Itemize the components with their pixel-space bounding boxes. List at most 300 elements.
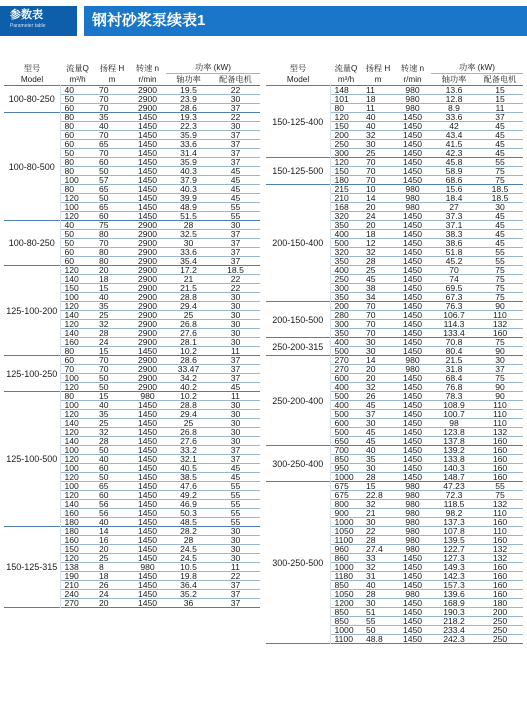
table-row (266, 482, 523, 491)
shaft-power-cell: 10.2 (180, 346, 197, 356)
head-cell: 28 (366, 535, 376, 545)
motor-cell: 132 (492, 427, 508, 437)
flow-cell: 120 (64, 211, 79, 221)
speed-cell: 1450 (402, 553, 423, 563)
head-cell: 70 (366, 310, 376, 320)
head-cell: 28 (99, 328, 109, 338)
head-cell: 18 (99, 274, 109, 284)
head-cell: 70 (99, 238, 109, 248)
motor-cell: 30 (230, 427, 241, 437)
flow-cell: 120 (64, 454, 79, 464)
speed-cell: 2900 (137, 310, 158, 320)
speed-cell: 1450 (402, 220, 423, 230)
head-cell: 30 (366, 517, 376, 527)
speed-cell: 980 (405, 499, 420, 509)
shaft-power-cell: 98.2 (445, 508, 463, 518)
shaft-power-cell: 69.5 (445, 283, 463, 293)
speed-cell: 980 (405, 94, 420, 104)
head-cell: 15 (366, 481, 376, 491)
speed-cell: 980 (140, 391, 155, 401)
shaft-power-cell: 38.5 (180, 472, 197, 482)
flow-cell: 80 (64, 112, 75, 122)
motor-cell: 160 (492, 472, 508, 482)
shaft-power-cell: 48.5 (180, 517, 197, 527)
motor-cell: 110 (493, 310, 507, 320)
motor-cell: 75 (495, 166, 505, 176)
head-cell: 65 (99, 184, 109, 194)
head-cell: 21 (366, 508, 376, 518)
flow-cell: 270 (334, 364, 349, 374)
speed-cell: 1450 (137, 130, 158, 140)
tab-subtitle: Parameter table (10, 23, 46, 29)
head-cell: 14 (99, 526, 109, 536)
shaft-power-cell: 33.6 (445, 112, 463, 122)
motor-cell: 45 (230, 382, 241, 392)
motor-cell: 110 (493, 418, 507, 428)
col-flow-unit: m³/h (337, 74, 355, 84)
flow-cell: 400 (334, 382, 349, 392)
shaft-power-cell: 28.6 (180, 355, 197, 365)
shaft-power-cell: 35.9 (180, 130, 197, 140)
motor-cell: 160 (492, 535, 508, 545)
shaft-power-cell: 46.9 (180, 499, 197, 509)
col-flow-cn: 流量Q (334, 63, 358, 73)
flow-cell: 850 (334, 607, 349, 617)
motor-cell: 37 (230, 157, 241, 167)
shaft-power-cell: 218.2 (443, 616, 465, 626)
speed-cell: 1450 (402, 607, 423, 617)
speed-cell: 1450 (402, 265, 423, 275)
shaft-power-cell: 133.8 (443, 454, 465, 464)
head-cell: 40 (366, 121, 376, 131)
flow-cell: 960 (334, 544, 349, 554)
speed-cell: 1450 (402, 418, 423, 428)
flow-cell: 900 (334, 508, 349, 518)
speed-cell: 2900 (137, 265, 158, 275)
speed-cell: 2900 (137, 274, 158, 284)
head-cell: 50 (99, 166, 109, 176)
motor-cell: 37 (230, 238, 241, 248)
shaft-power-cell: 10.2 (180, 391, 197, 401)
shaft-power-cell: 10.5 (180, 562, 197, 572)
head-cell: 18 (366, 94, 376, 104)
head-cell: 40 (366, 112, 376, 122)
col-model-cn: 型号 (289, 63, 307, 73)
motor-cell: 55 (230, 211, 241, 221)
flow-cell: 120 (64, 409, 79, 419)
shaft-power-cell: 67.3 (445, 292, 463, 302)
speed-cell: 980 (405, 193, 420, 203)
motor-cell: 160 (492, 562, 508, 572)
head-cell: 12 (366, 238, 376, 248)
model-cell: 150-125-400 (266, 86, 330, 158)
model-cell: 200-150-400 (266, 185, 330, 302)
shaft-power-cell: 28 (183, 535, 194, 545)
shaft-power-cell: 49.2 (180, 490, 197, 500)
flow-cell: 180 (334, 175, 349, 185)
flow-cell: 240 (64, 589, 79, 599)
shaft-power-cell: 32.1 (180, 454, 197, 464)
flow-cell: 80 (64, 391, 75, 401)
shaft-power-cell: 50.3 (180, 508, 197, 518)
head-cell: 32 (366, 499, 376, 509)
shaft-power-cell: 31.4 (180, 148, 197, 158)
motor-cell: 37 (230, 445, 241, 455)
motor-cell: 22 (230, 571, 241, 581)
speed-cell: 1450 (137, 499, 158, 509)
flow-cell: 350 (334, 220, 349, 230)
col-motor: 配备电机 (477, 74, 523, 86)
motor-cell: 75 (495, 265, 505, 275)
motor-cell: 110 (493, 526, 507, 536)
speed-cell: 980 (405, 85, 420, 95)
motor-cell: 45 (495, 238, 505, 248)
head-cell: 70 (99, 94, 109, 104)
speed-cell: 2900 (137, 319, 158, 329)
head-cell: 48.8 (366, 634, 383, 644)
flow-cell: 180 (64, 517, 79, 527)
model-cell: 150-125-315 (4, 527, 60, 608)
speed-cell: 1450 (137, 571, 158, 581)
col-flow-cn: 流量Q (66, 63, 89, 73)
motor-cell: 37 (230, 148, 241, 158)
col-head-unit: m (108, 74, 116, 84)
flow-cell: 140 (64, 436, 79, 446)
flow-cell: 140 (64, 499, 79, 509)
motor-cell: 160 (492, 571, 508, 581)
shaft-power-cell: 40.5 (180, 463, 197, 473)
speed-cell: 980 (405, 184, 420, 194)
model-cell: 125-100-200 (4, 266, 60, 356)
motor-cell: 22 (230, 85, 241, 95)
flow-cell: 320 (334, 247, 349, 257)
flow-cell: 138 (64, 562, 79, 572)
page-header (0, 0, 527, 44)
speed-cell: 1450 (402, 616, 423, 626)
motor-cell: 30 (230, 436, 241, 446)
head-cell: 14 (366, 355, 376, 365)
motor-cell: 15 (495, 85, 505, 95)
speed-cell: 1450 (402, 139, 423, 149)
head-cell: 28 (366, 256, 376, 266)
motor-cell: 90 (495, 391, 505, 401)
col-flow (330, 62, 362, 86)
head-cell: 50 (99, 382, 109, 392)
head-cell: 50 (366, 625, 376, 635)
col-head-cn: 扬程 H (365, 63, 391, 73)
head-cell: 70 (99, 103, 109, 113)
shaft-power-cell: 35.2 (180, 589, 197, 599)
head-cell: 45 (366, 436, 376, 446)
motor-cell: 45 (495, 220, 505, 230)
shaft-power-cell: 33.47 (177, 364, 200, 374)
head-cell: 30 (366, 418, 376, 428)
model-cell: 300-250-500 (266, 482, 330, 644)
speed-cell: 1450 (137, 409, 158, 419)
speed-cell: 1450 (402, 130, 423, 140)
head-cell: 60 (99, 490, 109, 500)
shaft-power-cell: 23.9 (180, 94, 197, 104)
motor-cell: 55 (495, 481, 505, 491)
head-cell: 30 (366, 598, 376, 608)
motor-cell: 55 (230, 481, 241, 491)
flow-cell: 60 (64, 103, 75, 113)
shaft-power-cell: 98 (449, 418, 459, 428)
flow-cell: 100 (64, 175, 79, 185)
shaft-power-cell: 47.23 (443, 481, 465, 491)
motor-cell: 45 (230, 463, 241, 473)
motor-cell: 75 (495, 283, 505, 293)
head-cell: 70 (99, 148, 109, 158)
motor-cell: 30 (230, 310, 241, 320)
head-cell: 40 (366, 445, 376, 455)
shaft-power-cell: 76.8 (445, 382, 463, 392)
shaft-power-cell: 24.5 (180, 553, 197, 563)
flow-cell: 250 (334, 139, 349, 149)
table-row (4, 266, 260, 275)
shaft-power-cell: 38.6 (445, 238, 463, 248)
motor-cell: 22 (230, 112, 241, 122)
speed-cell: 980 (405, 103, 420, 113)
speed-cell: 980 (405, 481, 420, 491)
speed-cell: 1450 (402, 463, 423, 473)
flow-cell: 675 (334, 490, 349, 500)
shaft-power-cell: 140.3 (443, 463, 465, 473)
col-head (95, 62, 129, 86)
shaft-power-cell: 148.7 (443, 472, 465, 482)
motor-cell: 75 (495, 490, 505, 500)
speed-cell: 2900 (137, 373, 158, 383)
motor-cell: 30 (230, 553, 241, 563)
head-cell: 22.8 (366, 490, 383, 500)
flow-cell: 350 (334, 328, 349, 338)
flow-cell: 80 (64, 166, 75, 176)
flow-cell: 140 (64, 418, 79, 428)
head-cell: 28 (366, 589, 376, 599)
speed-cell: 1450 (402, 427, 423, 437)
shaft-power-cell: 58.9 (445, 166, 463, 176)
col-speed (129, 62, 166, 86)
col-speed (394, 62, 431, 86)
head-cell: 32 (366, 382, 376, 392)
speed-cell: 980 (405, 589, 420, 599)
head-cell: 65 (99, 139, 109, 149)
speed-cell: 2900 (137, 229, 158, 239)
flow-cell: 100 (64, 373, 79, 383)
head-cell: 60 (99, 157, 109, 167)
shaft-power-cell: 48.9 (180, 202, 197, 212)
shaft-power-cell: 51.8 (445, 247, 463, 257)
head-cell: 57 (99, 175, 109, 185)
speed-cell: 2900 (137, 256, 158, 266)
motor-cell: 30 (230, 526, 241, 536)
shaft-power-cell: 51.5 (180, 211, 197, 221)
flow-cell: 120 (64, 553, 79, 563)
motor-cell: 45 (495, 148, 505, 158)
shaft-power-cell: 24.5 (180, 544, 197, 554)
shaft-power-cell: 21.5 (180, 283, 197, 293)
col-model (4, 62, 60, 86)
speed-cell: 1450 (137, 517, 158, 527)
motor-cell: 160 (492, 589, 508, 599)
speed-cell: 1450 (137, 463, 158, 473)
speed-cell: 1450 (137, 418, 158, 428)
flow-cell: 120 (64, 427, 79, 437)
head-cell: 16 (99, 535, 109, 545)
flow-cell: 600 (334, 418, 349, 428)
flow-cell: 270 (334, 355, 349, 365)
head-cell: 30 (366, 337, 376, 347)
motor-cell: 90 (495, 301, 505, 311)
shaft-power-cell: 15.6 (445, 184, 463, 194)
motor-cell: 90 (495, 382, 505, 392)
shaft-power-cell: 26.8 (180, 427, 197, 437)
flow-cell: 150 (64, 544, 79, 554)
shaft-power-cell: 118.5 (443, 499, 465, 509)
motor-cell: 160 (492, 463, 508, 473)
speed-cell: 1450 (402, 292, 423, 302)
flow-cell: 50 (64, 229, 75, 239)
motor-cell: 18.5 (227, 265, 244, 275)
motor-cell: 18.5 (491, 193, 509, 203)
speed-cell: 980 (405, 364, 420, 374)
speed-cell: 1450 (402, 409, 423, 419)
speed-cell: 1450 (402, 229, 423, 239)
motor-cell: 30 (230, 319, 241, 329)
speed-cell: 1450 (402, 175, 423, 185)
motor-cell: 160 (492, 517, 508, 527)
head-cell: 56 (99, 499, 109, 509)
flow-cell: 270 (64, 598, 79, 608)
shaft-power-cell: 133.4 (443, 328, 465, 338)
flow-cell: 800 (334, 499, 349, 509)
col-flow (60, 62, 95, 86)
flow-cell: 120 (64, 382, 79, 392)
head-cell: 24 (99, 589, 109, 599)
speed-cell: 1450 (402, 328, 423, 338)
motor-cell: 45 (495, 130, 505, 140)
col-power: 功率 (kW) (166, 62, 260, 74)
motor-cell: 110 (493, 508, 507, 518)
speed-cell: 1450 (402, 571, 423, 581)
flow-cell: 1200 (334, 598, 354, 608)
speed-cell: 1450 (402, 391, 423, 401)
head-cell: 27.4 (366, 544, 383, 554)
head-cell: 18 (366, 229, 376, 239)
head-cell: 32 (99, 427, 109, 437)
flow-cell: 50 (64, 148, 75, 158)
flow-cell: 60 (64, 139, 75, 149)
head-cell: 70 (366, 166, 376, 176)
shaft-power-cell: 36.4 (180, 580, 197, 590)
motor-cell: 75 (495, 175, 505, 185)
motor-cell: 37 (230, 589, 241, 599)
table-row (266, 86, 523, 95)
flow-cell: 500 (334, 346, 349, 356)
flow-cell: 40 (64, 85, 75, 95)
motor-cell: 90 (495, 346, 505, 356)
motor-cell: 110 (493, 409, 507, 419)
shaft-power-cell: 127.3 (443, 553, 465, 563)
speed-cell: 2900 (137, 355, 158, 365)
model-cell: 125-100-250 (4, 356, 60, 392)
head-cell: 40 (99, 517, 109, 527)
shaft-power-cell: 190.3 (443, 607, 465, 617)
flow-cell: 850 (334, 580, 349, 590)
speed-cell: 1450 (137, 436, 158, 446)
speed-cell: 1450 (402, 238, 423, 248)
flow-cell: 250 (334, 274, 349, 284)
speed-cell: 1450 (402, 283, 423, 293)
col-speed-cn: 转速 n (400, 63, 425, 73)
speed-cell: 2900 (137, 238, 158, 248)
motor-cell: 37 (230, 229, 241, 239)
flow-cell: 120 (64, 490, 79, 500)
head-cell: 25 (366, 148, 376, 158)
head-cell: 24 (99, 337, 109, 347)
head-cell: 60 (99, 463, 109, 473)
motor-cell: 37 (230, 247, 241, 257)
head-cell: 50 (99, 193, 109, 203)
motor-cell: 55 (230, 499, 241, 509)
col-model (266, 62, 330, 86)
motor-cell: 110 (493, 400, 507, 410)
head-cell: 25 (366, 265, 376, 275)
shaft-power-cell: 33.6 (180, 139, 197, 149)
head-cell: 25 (99, 310, 109, 320)
motor-cell: 30 (230, 121, 241, 131)
head-cell: 56 (99, 508, 109, 518)
speed-cell: 1450 (402, 148, 423, 158)
shaft-power-cell: 108.9 (443, 400, 465, 410)
model-cell: 250-200-400 (266, 356, 330, 446)
flow-cell: 101 (334, 94, 349, 104)
head-cell: 50 (99, 373, 109, 383)
speed-cell: 1450 (402, 400, 423, 410)
motor-cell: 45 (495, 211, 505, 221)
speed-cell: 980 (405, 490, 420, 500)
head-cell: 45 (366, 400, 376, 410)
flow-cell: 80 (64, 121, 75, 131)
speed-cell: 1450 (137, 211, 158, 221)
shaft-power-cell: 21.5 (445, 355, 463, 365)
flow-cell: 120 (334, 112, 349, 122)
flow-cell: 120 (64, 265, 79, 275)
head-cell: 32 (99, 319, 109, 329)
head-cell: 20 (99, 544, 109, 554)
shaft-power-cell: 27.6 (180, 328, 197, 338)
shaft-power-cell: 107.8 (443, 526, 465, 536)
head-cell: 11 (366, 85, 375, 95)
speed-cell: 1450 (402, 634, 423, 644)
motor-cell: 30 (495, 355, 505, 365)
motor-cell: 200 (492, 607, 508, 617)
motor-cell: 132 (492, 544, 508, 554)
motor-cell: 55 (230, 508, 241, 518)
shaft-power-cell: 29.4 (180, 409, 197, 419)
shaft-power-cell: 22.3 (180, 121, 197, 131)
shaft-power-cell: 157.3 (443, 580, 465, 590)
motor-cell: 30 (230, 292, 241, 302)
flow-cell: 80 (64, 184, 75, 194)
speed-cell: 1450 (402, 346, 423, 356)
col-head-cn: 扬程 H (99, 63, 125, 73)
motor-cell: 45 (230, 175, 241, 185)
flow-cell: 100 (64, 292, 79, 302)
speed-cell: 1450 (402, 247, 423, 257)
head-cell: 26 (366, 391, 376, 401)
speed-cell: 1450 (137, 454, 158, 464)
